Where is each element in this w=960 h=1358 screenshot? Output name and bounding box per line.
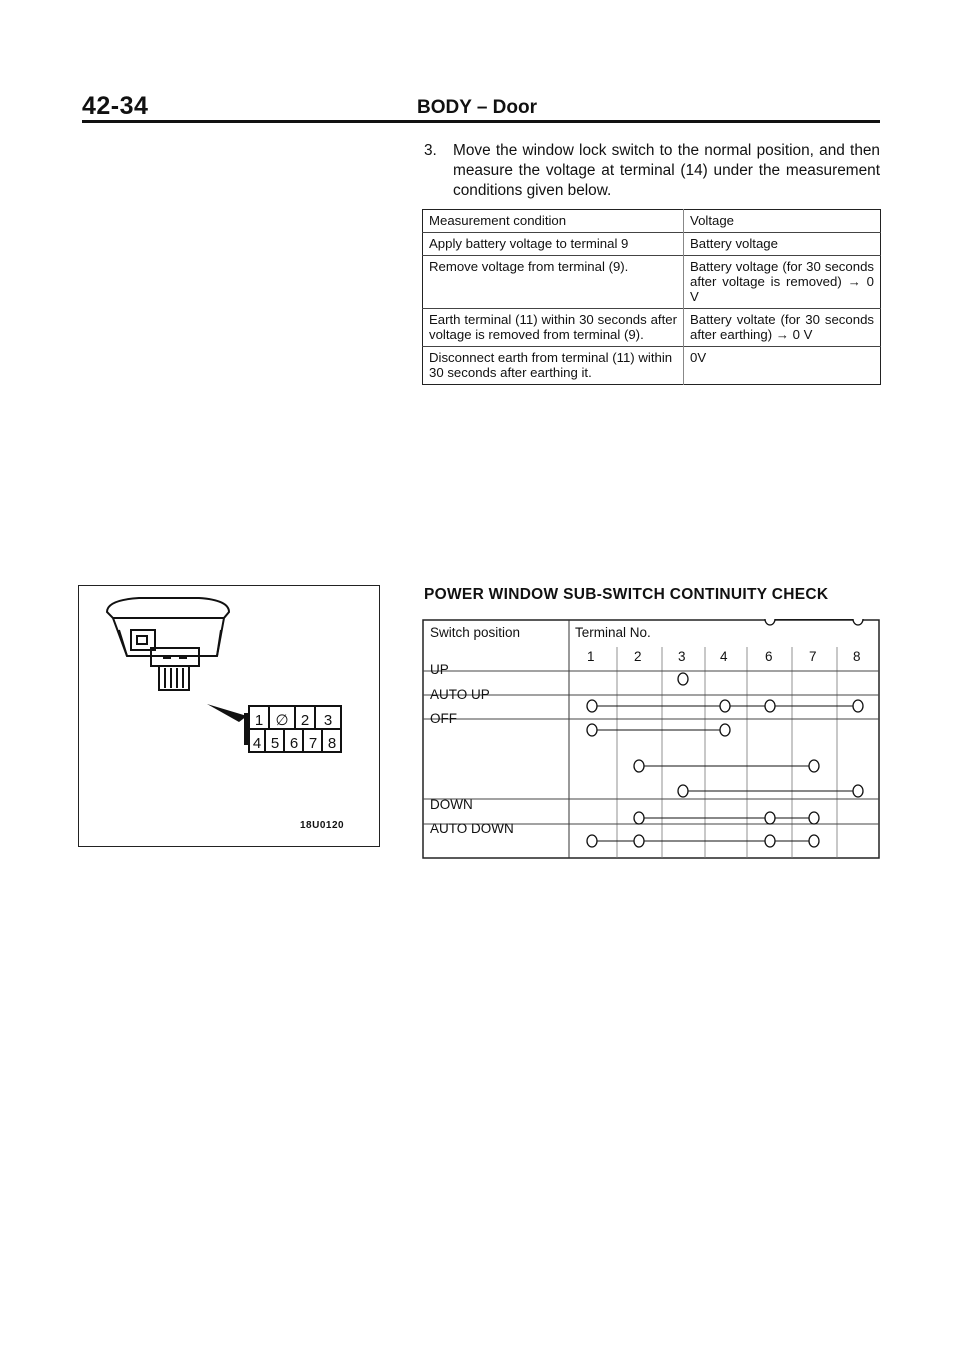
switch-position-label: UP <box>430 662 449 677</box>
table-row <box>423 309 881 347</box>
connector-terminal-label: 6 <box>289 735 299 752</box>
header-terminal-no: Terminal No. <box>575 625 651 640</box>
switch-connector-figure <box>78 585 380 847</box>
continuity-terminal-circle <box>678 673 688 685</box>
condition-cell: Disconnect earth from terminal (11) within 30 seconds after earthing it. <box>423 347 684 385</box>
switch-position-label: AUTO DOWN <box>430 821 514 836</box>
terminal-number: 6 <box>765 649 773 664</box>
page-title: BODY – Door <box>417 97 538 118</box>
table-row <box>423 256 881 309</box>
continuity-terminal-circle <box>853 700 863 712</box>
continuity-terminal-circle <box>587 700 597 712</box>
voltage-cell: Battery voltage <box>684 233 881 256</box>
connector-terminal-label: 7 <box>308 735 318 752</box>
continuity-terminal-circle <box>853 785 863 797</box>
header-switch-position: Switch position <box>430 625 521 640</box>
figure-code: 18U0120 <box>300 820 345 831</box>
continuity-terminal-circle <box>720 700 730 712</box>
continuity-terminal-circle <box>587 724 597 736</box>
continuity-terminal-circle <box>634 812 644 824</box>
table-header-row <box>423 210 881 233</box>
switch-position-label: OFF <box>430 711 457 726</box>
continuity-terminal-circle <box>765 812 775 824</box>
connector-terminal-label: 2 <box>300 712 310 729</box>
voltage-cell: Battery voltate (for 30 seconds after earthing) → 0 V <box>684 309 881 347</box>
continuity-terminal-circle <box>587 835 597 847</box>
terminal-number: 4 <box>720 649 728 664</box>
continuity-terminal-circle <box>809 760 819 772</box>
table-row <box>423 347 881 385</box>
condition-cell: Apply battery voltage to terminal 9 <box>423 233 684 256</box>
continuity-terminal-circle <box>634 760 644 772</box>
switch-position-label: AUTO UP <box>430 687 490 702</box>
continuity-terminal-circle <box>720 724 730 736</box>
terminal-number: 1 <box>587 649 595 664</box>
connector-terminal-label: 3 <box>323 712 333 729</box>
continuity-terminal-circle <box>678 785 688 797</box>
continuity-terminal-circle <box>809 835 819 847</box>
terminal-number: 7 <box>809 649 817 664</box>
page-number: 42-34 <box>82 92 149 120</box>
measurement-table <box>422 209 881 385</box>
switch-position-label: DOWN <box>430 797 473 812</box>
voltage-cell: 0V <box>684 347 881 385</box>
continuity-table <box>422 619 880 859</box>
continuity-terminal-circle <box>765 700 775 712</box>
power-window-switch-illustration <box>79 586 379 846</box>
condition-cell: Remove voltage from terminal (9). <box>423 256 684 309</box>
step-text: Move the window lock switch to the normal position, and then measure the voltage at terminal (14) under the measurement conditions given below. <box>453 142 880 199</box>
voltage-cell: Battery voltage (for 30 seconds after voltage is removed) → 0 V <box>684 256 881 309</box>
connector-terminal-label: 5 <box>270 735 280 752</box>
continuity-terminal-circle <box>634 835 644 847</box>
continuity-terminal-circle <box>765 835 775 847</box>
terminal-number: 2 <box>634 649 642 664</box>
header-voltage: Voltage <box>690 213 734 228</box>
header-rule <box>82 120 880 123</box>
condition-cell: Earth terminal (11) within 30 seconds after voltage is removed from terminal (9). <box>423 309 684 347</box>
continuity-terminal-circle <box>809 812 819 824</box>
step-number: 3. <box>424 142 437 159</box>
header-condition: Measurement condition <box>423 210 684 233</box>
connector-terminal-label: 1 <box>254 712 264 729</box>
terminal-number: 3 <box>678 649 686 664</box>
connector-terminal-label: 8 <box>327 735 337 752</box>
connector-terminal-label: 4 <box>252 735 262 752</box>
continuity-terminal-circle <box>853 619 863 625</box>
terminal-number: 8 <box>853 649 861 664</box>
continuity-terminal-circle <box>765 619 775 625</box>
connector-terminal-label: ∅ <box>275 712 289 729</box>
table-row <box>423 233 881 256</box>
continuity-check-title: POWER WINDOW SUB-SWITCH CONTINUITY CHECK <box>424 586 829 603</box>
